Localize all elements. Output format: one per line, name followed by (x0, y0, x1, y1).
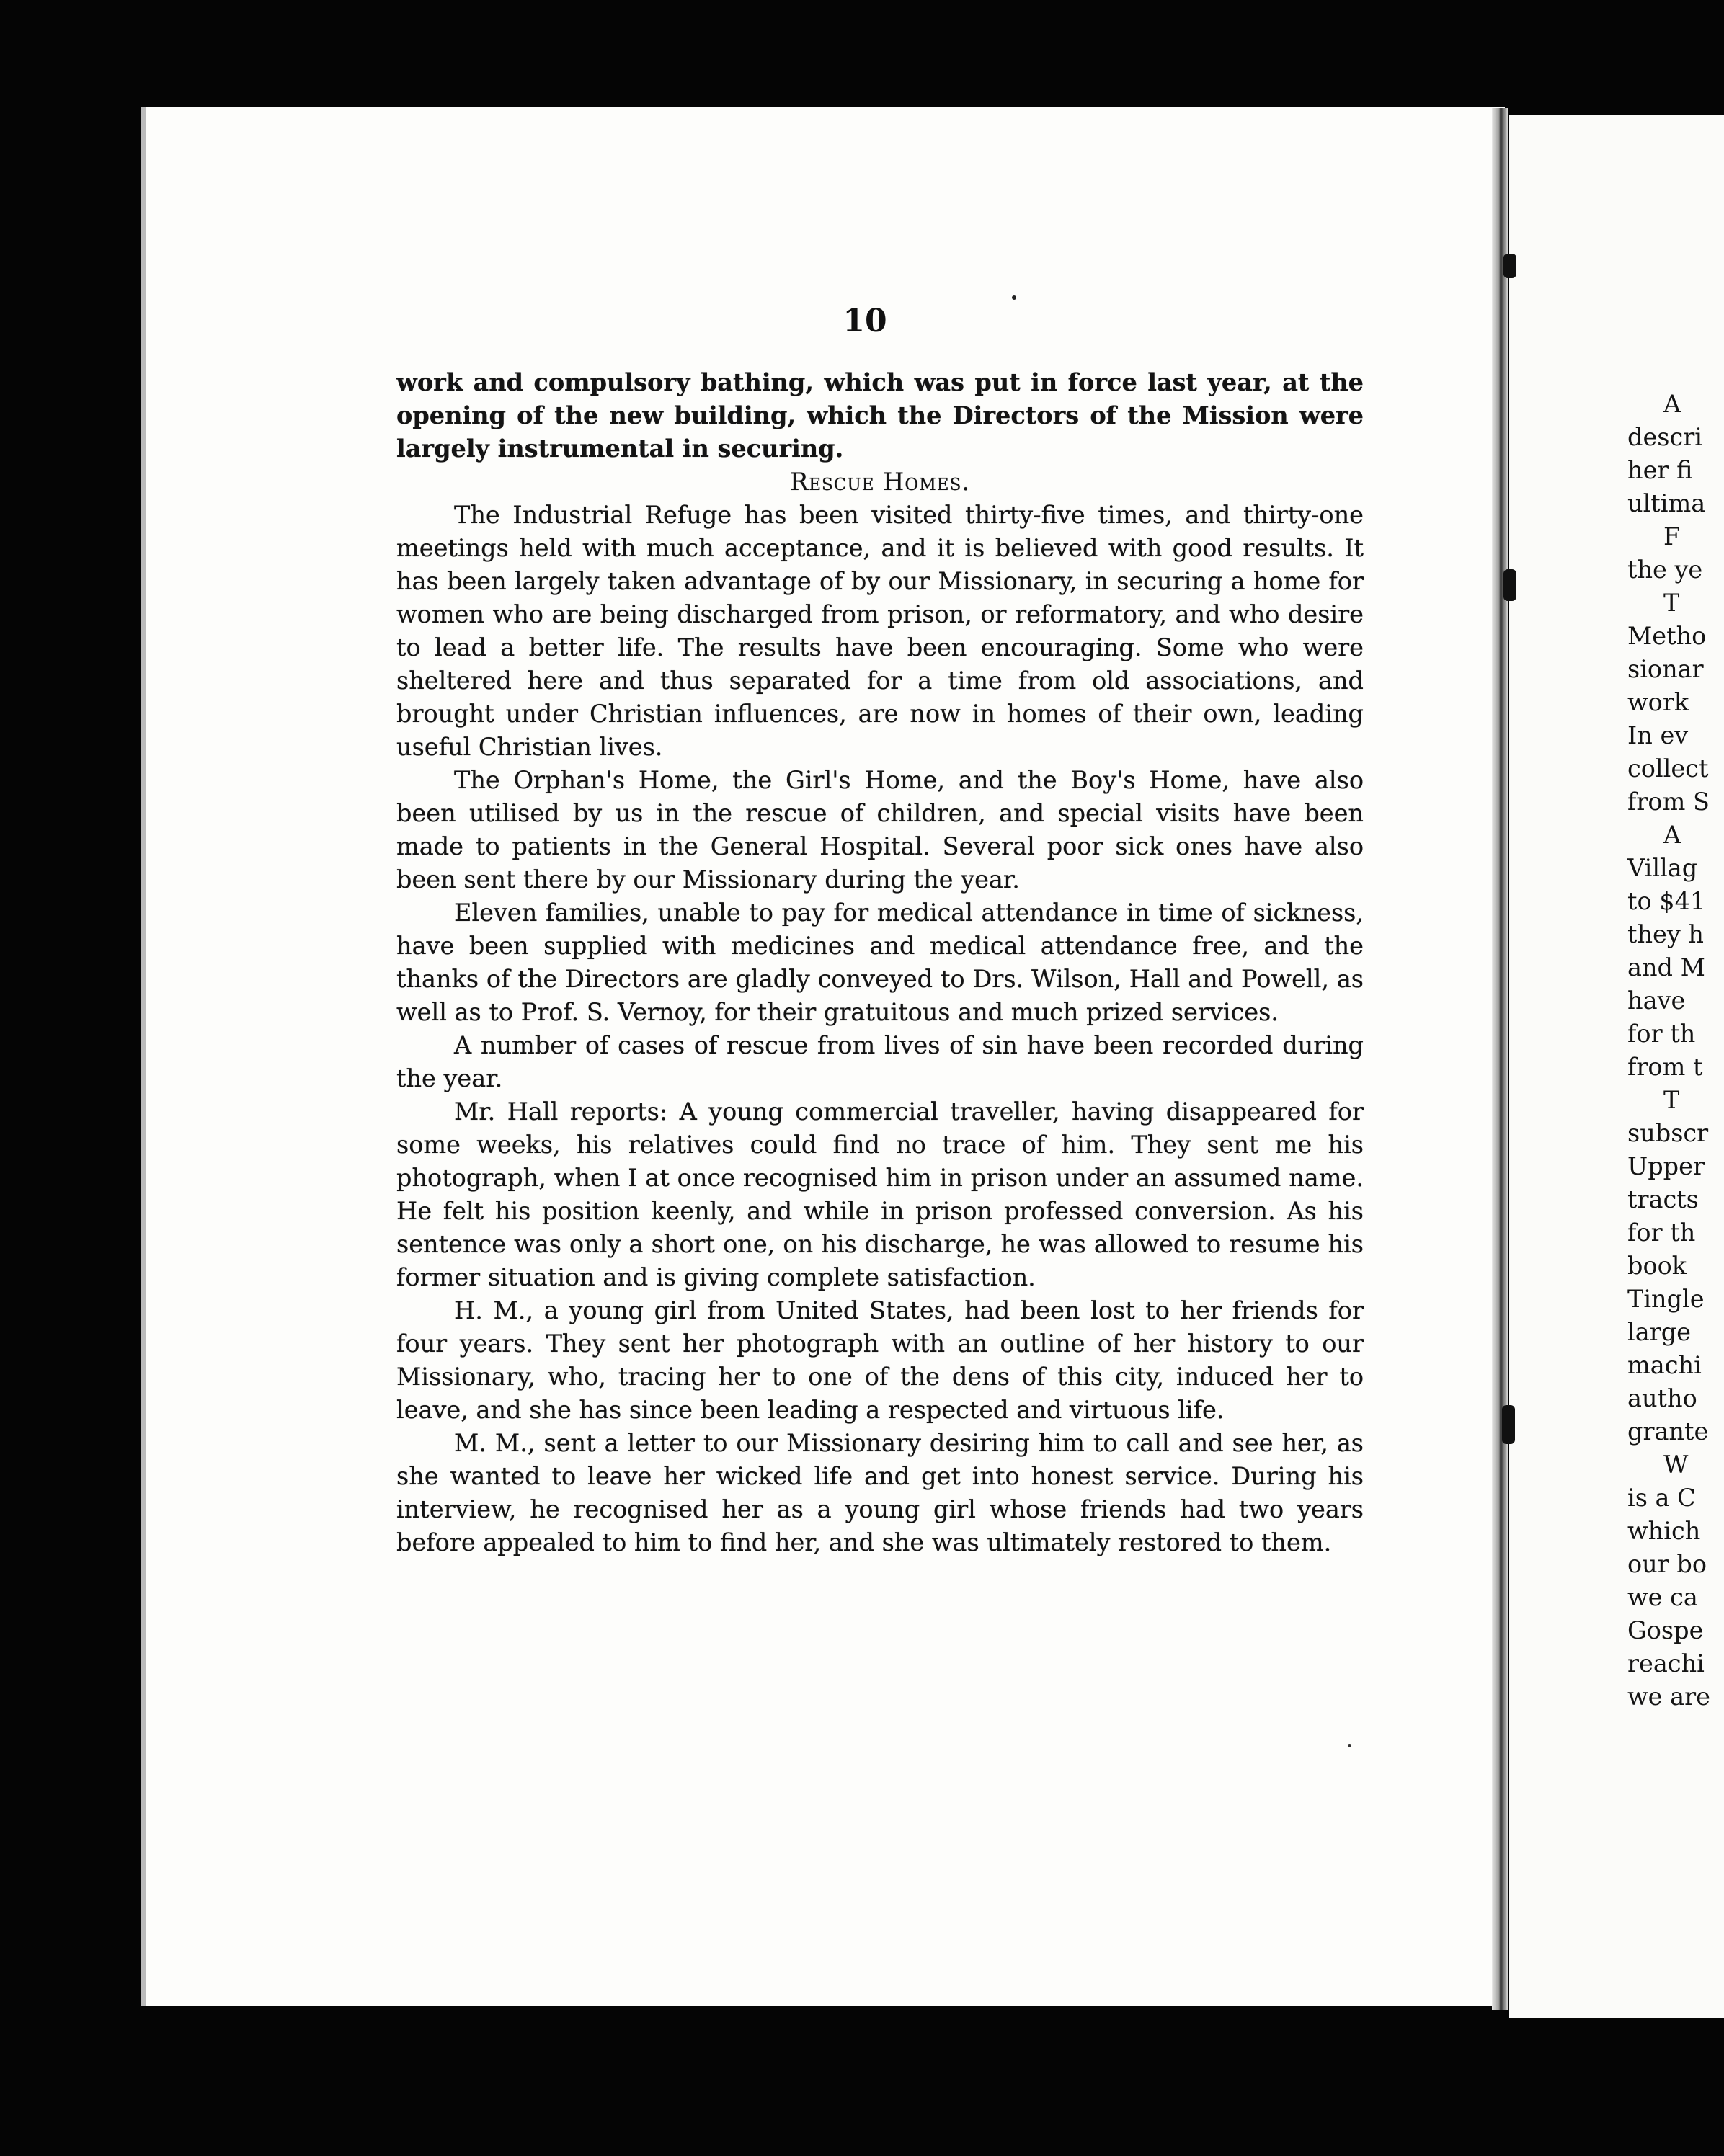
paragraph: M. M., sent a letter to our Missionary desiring him to call and see her, as she wanted to leave her wicked life and get into honest service. During his interview, he recognised her as a young girl whose friends had two years before appealed to him to find her, and she was ultimately restored to them. (396, 1429, 1364, 1556)
facing-page-text (1627, 388, 1710, 1714)
facing-line: F (1663, 522, 1681, 551)
facing-line: grante (1627, 1417, 1709, 1446)
facing-line: A (1663, 390, 1681, 418)
facing-line: Gospe (1627, 1616, 1704, 1644)
facing-line: T (1663, 1086, 1680, 1114)
paragraph: The Industrial Refuge has been visited thirty-five times, and thirty-one meetings held with much acceptance, and it is believed with good results. It has been largely taken advantage of by our Missionary, in securing a home for women who are being discharged from prison, or reformatory, and who desire to lead a better life. The results have been encouraging. Some who were sheltered here and thus separated for a time from old associations, and brought under Christian influences, are now in homes of their own, leading useful Christian lives. (396, 501, 1364, 761)
facing-line: reachi (1627, 1649, 1705, 1678)
facing-line: T (1663, 589, 1680, 617)
facing-line: and M (1627, 953, 1705, 981)
facing-line: autho (1627, 1384, 1697, 1412)
facing-line: from S (1627, 788, 1710, 816)
facing-line: ultima (1627, 489, 1706, 517)
binding-stitch (1503, 254, 1516, 278)
facing-line: machi (1627, 1351, 1702, 1379)
facing-line: have (1627, 986, 1686, 1015)
facing-line: we ca (1627, 1583, 1698, 1611)
binding-stitch (1502, 1405, 1515, 1444)
facing-line: large (1627, 1318, 1691, 1346)
book-gutter (1492, 108, 1508, 2010)
facing-line: tracts (1627, 1185, 1699, 1213)
facing-line: W (1663, 1451, 1689, 1479)
section-heading: Rescue Homes. (789, 468, 970, 496)
facing-line: our bo (1627, 1550, 1707, 1578)
facing-line: for th (1627, 1219, 1696, 1247)
facing-line: descri (1627, 423, 1702, 451)
binding-stitch (1503, 569, 1516, 601)
facing-line: Tingle (1627, 1285, 1705, 1313)
facing-line: the ye (1627, 556, 1703, 584)
facing-line: subscr (1627, 1119, 1709, 1147)
paragraph: work and compulsory bathing, which was put in force last year, at the opening of the new building, which the Directors of the Mission were largely instrumental in securing. (396, 368, 1364, 463)
facing-line: is a C (1627, 1484, 1696, 1512)
facing-line: sionar (1627, 655, 1704, 683)
scan-speck (1348, 1744, 1351, 1747)
paragraph: The Orphan's Home, the Girl's Home, and the Boy's Home, have also been utilised by us in the rescue of children, and special visits have been made to patients in the General Hospital. Several poor sick ones have also been sent there by our Missionary during the year. (396, 766, 1364, 894)
facing-line: which (1627, 1517, 1701, 1545)
facing-line: her fi (1627, 456, 1693, 484)
scan-speck (1012, 295, 1016, 300)
facing-line: from t (1627, 1053, 1703, 1081)
paragraph: Mr. Hall reports: A young commercial traveller, having disappeared for some weeks, his relatives could find no trace of him. They sent me his photograph, when I at once recognised him in prison under an assumed name. He felt his position keenly, and while in prison professed conversion. As his sentence was only a short one, on his discharge, he was allowed to resume his former situation and is giving complete satisfaction. (396, 1097, 1364, 1291)
page-number: 10 (843, 303, 887, 339)
facing-line: for th (1627, 1020, 1696, 1048)
facing-line: to $41 (1627, 887, 1706, 915)
facing-line: Upper (1627, 1152, 1705, 1180)
facing-line: Villag (1627, 854, 1698, 882)
facing-line: work (1627, 688, 1689, 716)
paragraph: A number of cases of rescue from lives of sin have been recorded during the year. (396, 1031, 1364, 1092)
facing-line: they h (1627, 920, 1705, 948)
body-text (396, 366, 1364, 1559)
facing-line: In ev (1627, 721, 1689, 749)
facing-line: Metho (1627, 622, 1707, 650)
facing-line: A (1663, 821, 1681, 849)
paragraph: Eleven families, unable to pay for medical attendance in time of sickness, have been supplied with medicines and medical attendance free, and the thanks of the Directors are gladly conveyed to Drs. Wilson, Hall and Powell, as well as to Prof. S. Vernoy, for their gratuitous and much prized services. (396, 899, 1364, 1026)
facing-line: we are (1627, 1683, 1710, 1711)
facing-line: collect (1627, 754, 1709, 783)
paragraph: H. M., a young girl from United States, had been lost to her friends for four years. They sent her photograph with an outline of her history to our Missionary, who, tracing her to one of the dens of this city, induced her to leave, and she has since been leading a respected and virtuous life. (396, 1296, 1364, 1424)
facing-line: book (1627, 1252, 1687, 1280)
